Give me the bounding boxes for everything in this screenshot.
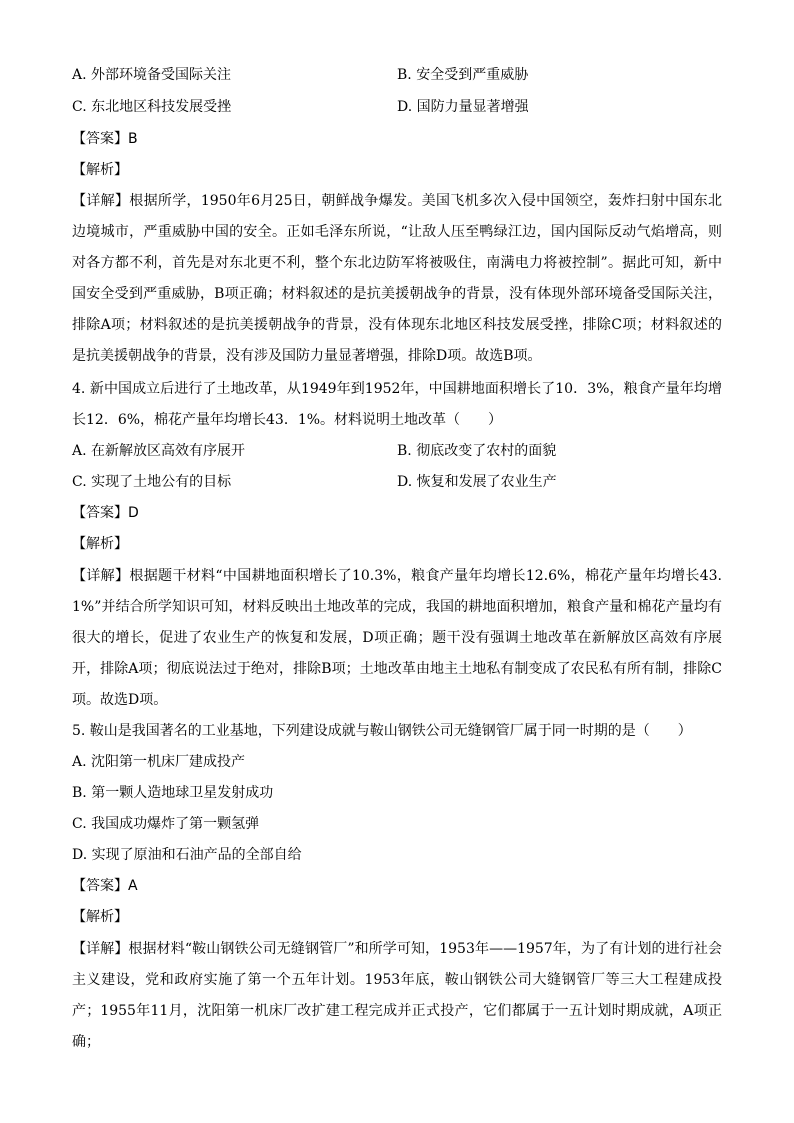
- detail-paragraph: 【详解】根据所学，1950年6月25日，朝鲜战争爆发。美国飞机多次入侵中国领空，轰炸扫射中国东北边境城市，严重威胁中国的安全。正如毛泽东所说，“让敌人压至鸭绿江边，国内国际反动气焰增高，则对各方都不利，首先是对东北更不利，整个东北边防军将被吸住，南满电力将被控制”。据此可知，新中国安全受到严重威胁，B项正确；材料叙述的是抗美援朝战争的背景，没有体现外部环境备受国际关注，排除A项；材料叙述的是抗美援朝战争的背景，没有体现东北地区科技发展受挫，排除C项；材料叙述的是抗美援朝战争的背景，没有涉及国防力量显著增强，排除D项。故选B项。: [72, 193, 722, 364]
- answer-label: 【答案】A: [72, 878, 138, 894]
- option-row: [72, 92, 728, 123]
- option-b: B. 第一颗人造地球卫星发射成功: [72, 785, 274, 801]
- option-c: C. 东北地区科技发展受挫: [72, 99, 232, 115]
- detail-paragraph: 【详解】根据题干材料“中国耕地面积增长了10.3%，粮食产量年均增长12.6%，棉花产量年均增长43.1%”并结合所学知识可知，材料反映出土地改革的完成，我国的耕地面积增加，粮食产量和棉花产量均有很大的增长，促进了农业生产的恢复和发展，D项正确；题干没有强调土地改革在新解放区高效有序展开，排除A项；彻底说法过于绝对，排除B项；土地改革由地主土地私有制变成了农民私有所有制，排除C项。故选D项。: [72, 568, 722, 708]
- option-a: A. 外部环境备受国际关注: [72, 67, 232, 83]
- analysis-label: 【解析】: [72, 909, 128, 925]
- option-c: C. 实现了土地公有的目标: [72, 474, 232, 490]
- option-d: D. 国防力量显著增强: [397, 99, 529, 115]
- option-d: D. 恢复和发展了农业生产: [397, 474, 557, 490]
- option-a: A. 在新解放区高效有序展开: [72, 443, 246, 459]
- option-d: D. 实现了原油和石油产品的全部自给: [72, 847, 302, 863]
- option-b: B. 安全受到严重威胁: [397, 67, 529, 83]
- option-row: [72, 467, 728, 498]
- option-c: C. 我国成功爆炸了第一颗氢弹: [72, 816, 260, 832]
- answer-label: 【答案】D: [72, 505, 139, 521]
- question-stem: 5. 鞍山是我国著名的工业基地，下列建设成就与鞍山钢铁公司无缝钢管厂属于同一时期的是（ ）: [72, 723, 692, 739]
- detail-paragraph: 【详解】根据材料“鞍山钢铁公司无缝钢管厂”和所学可知，1953年——1957年，为了有计划的进行社会主义建设，党和政府实施了第一个五年计划。1953年底，鞍山钢铁公司大缝钢管厂等三大工程建成投产；1955年11月，沈阳第一机床厂改扩建工程完成并正式投产，它们都属于一五计划时期成就，A项正确；: [72, 941, 722, 1050]
- analysis-label: 【解析】: [72, 162, 128, 178]
- answer-label: 【答案】B: [72, 131, 138, 147]
- analysis-label: 【解析】: [72, 536, 128, 552]
- option-a: A. 沈阳第一机床厂建成投产: [72, 754, 246, 770]
- option-row: [72, 436, 728, 467]
- option-row: [72, 60, 728, 91]
- option-b: B. 彻底改变了农村的面貌: [397, 443, 557, 459]
- question-stem: 4. 新中国成立后进行了土地改革，从1949年到1952年，中国耕地面积增长了10．3%，粮食产量年均增长12．6%，棉花产量年均增长43．1%。材料说明土地改革（ ）: [72, 381, 722, 428]
